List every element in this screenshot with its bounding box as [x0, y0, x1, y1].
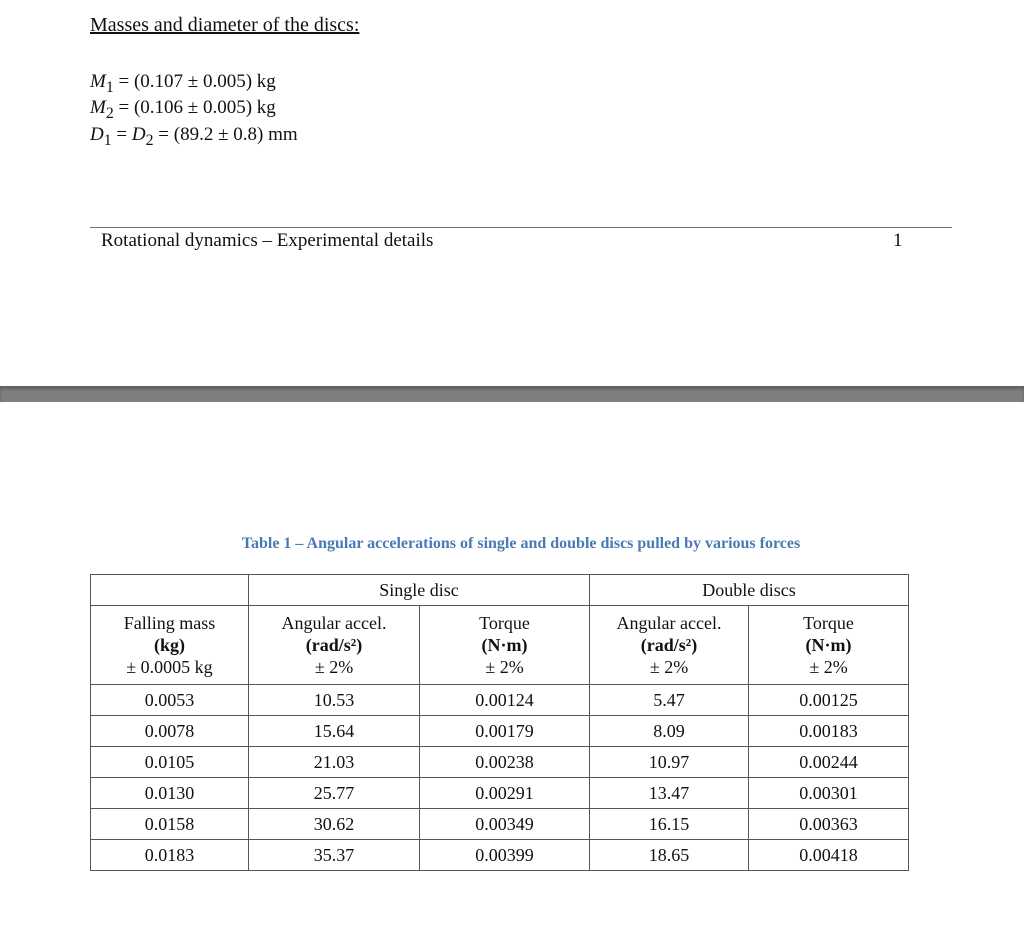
table-cell: 0.00418 [749, 840, 909, 871]
footer-divider [90, 227, 952, 228]
table-cell: 0.00363 [749, 809, 909, 840]
header-unit: (kg) [154, 635, 185, 655]
eq-subscript: 1 [103, 131, 112, 149]
table-row [91, 778, 909, 809]
table-group-empty [91, 575, 249, 606]
eq-symbol: M [90, 97, 106, 118]
table-row [91, 809, 909, 840]
table-cell: 0.00125 [749, 685, 909, 716]
table-cell: 0.00183 [749, 716, 909, 747]
header-unit: (rad/s²) [305, 635, 363, 655]
table-cell: 16.15 [590, 809, 749, 840]
header-uncertainty: ± 2% [485, 657, 524, 677]
data-table [90, 574, 909, 871]
table-cell: 0.0053 [91, 685, 249, 716]
table-cell: 8.09 [590, 716, 749, 747]
section-title: Masses and diameter of the discs: [90, 14, 360, 36]
header-line: Torque [803, 613, 854, 633]
table-cell: 18.65 [590, 840, 749, 871]
table-cell: 0.00291 [420, 778, 590, 809]
header-uncertainty: ± 2% [314, 657, 354, 677]
table-cell: 25.77 [249, 778, 420, 809]
table-cell: 13.47 [590, 778, 749, 809]
table-cell: 10.97 [590, 747, 749, 778]
footer-title: Rotational dynamics – Experimental details [101, 230, 434, 251]
column-header [749, 606, 909, 685]
table-row [91, 716, 909, 747]
table-cell: 0.00179 [420, 716, 590, 747]
table-header-row [91, 606, 909, 685]
table-cell: 0.00238 [420, 747, 590, 778]
eq-subscript-2: 2 [145, 131, 154, 149]
eq-equals: = [116, 124, 128, 145]
table-cell: 0.0078 [91, 716, 249, 747]
table-row [91, 747, 909, 778]
table-cell: 5.47 [590, 685, 749, 716]
table-cell: 0.0158 [91, 809, 249, 840]
eq-subscript: 1 [105, 78, 114, 96]
header-uncertainty: ± 2% [809, 657, 848, 677]
eq-symbol: M [90, 71, 106, 92]
eq-value: = (0.107 ± 0.005) kg [118, 71, 276, 92]
eq-subscript: 2 [105, 104, 114, 122]
page-number: 1 [893, 230, 903, 251]
table-cell: 15.64 [249, 716, 420, 747]
column-header [420, 606, 590, 685]
table-cell: 0.0183 [91, 840, 249, 871]
eq-value: = (89.2 ± 0.8) mm [158, 124, 298, 145]
table-caption: Table 1 – Angular accelerations of single and double discs pulled by various forces [241, 535, 801, 552]
header-uncertainty: ± 0.0005 kg [126, 657, 213, 677]
header-line: Falling mass [123, 613, 216, 633]
header-line: Angular accel. [616, 613, 722, 633]
eq-symbol-2: D [131, 124, 146, 145]
header-line: Angular accel. [281, 613, 387, 633]
table-cell: 21.03 [249, 747, 420, 778]
table-group-single: Single disc [249, 575, 590, 606]
table-group-row [91, 575, 909, 606]
table-cell: 0.00349 [420, 809, 590, 840]
table-cell: 0.0130 [91, 778, 249, 809]
equation-diameter [90, 124, 298, 150]
table-row [91, 685, 909, 716]
equation-mass-1 [90, 71, 276, 97]
table-row [91, 840, 909, 871]
table-cell: 0.00301 [749, 778, 909, 809]
table-cell: 0.00399 [420, 840, 590, 871]
header-line: Torque [479, 613, 530, 633]
eq-value: = (0.106 ± 0.005) kg [118, 97, 276, 118]
header-uncertainty: ± 2% [649, 657, 689, 677]
equation-mass-2 [90, 97, 276, 123]
column-header [249, 606, 420, 685]
eq-symbol: D [90, 124, 104, 145]
header-unit: (N·m) [481, 635, 528, 655]
table-cell: 10.53 [249, 685, 420, 716]
header-unit: (N·m) [805, 635, 852, 655]
page-break-divider [0, 386, 1024, 402]
table-group-double: Double discs [590, 575, 909, 606]
table-cell: 0.0105 [91, 747, 249, 778]
table-cell: 35.37 [249, 840, 420, 871]
table-cell: 0.00124 [420, 685, 590, 716]
table-cell: 30.62 [249, 809, 420, 840]
header-unit: (rad/s²) [640, 635, 698, 655]
column-header [91, 606, 249, 685]
table-cell: 0.00244 [749, 747, 909, 778]
column-header [590, 606, 749, 685]
